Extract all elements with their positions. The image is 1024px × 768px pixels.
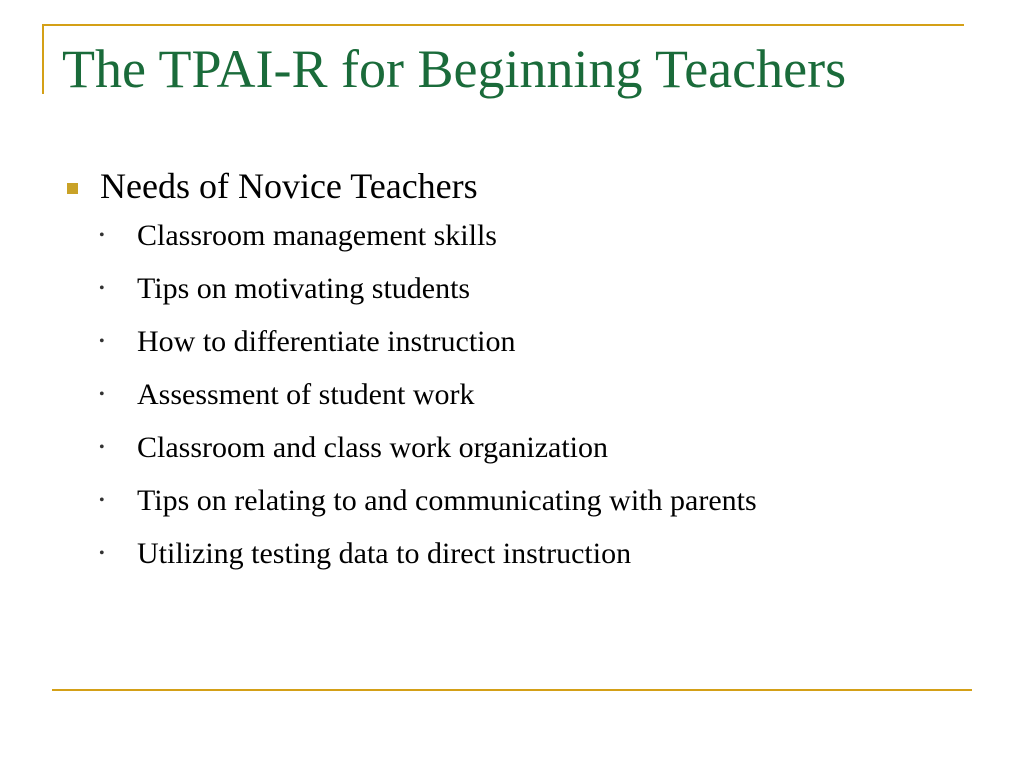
list-item: [62, 534, 982, 587]
slide-title: The TPAI-R for Beginning Teachers: [62, 39, 847, 99]
list-item-label: Classroom and class work organization: [137, 431, 609, 464]
needs-list: [62, 216, 982, 587]
list-item-label: Classroom management skills: [137, 219, 497, 252]
list-item: [62, 428, 982, 481]
list-item: [62, 216, 982, 269]
top-accent-rule: [42, 24, 964, 26]
bullet-heading-label: Needs of Novice Teachers: [100, 166, 478, 206]
dot-bullet-icon: •: [99, 227, 105, 244]
dot-bullet-icon: •: [99, 333, 105, 350]
list-item: [62, 375, 982, 428]
left-accent-rule: [42, 24, 44, 94]
list-item-label: Tips on motivating students: [137, 272, 471, 305]
bullet-heading: [62, 164, 982, 208]
list-item-label: Assessment of student work: [137, 378, 475, 411]
list-item: [62, 269, 982, 322]
list-item: [62, 481, 982, 534]
list-item-label: Tips on relating to and communicating with parents: [137, 484, 757, 517]
list-item: [62, 322, 982, 375]
bottom-accent-rule: [52, 689, 972, 691]
dot-bullet-icon: •: [99, 492, 105, 509]
dot-bullet-icon: •: [99, 386, 105, 403]
dot-bullet-icon: •: [99, 545, 105, 562]
slide-content: [62, 164, 982, 587]
square-bullet-icon: [67, 183, 78, 194]
dot-bullet-icon: •: [99, 439, 105, 456]
list-item-label: Utilizing testing data to direct instruction: [137, 537, 632, 570]
dot-bullet-icon: •: [99, 280, 105, 297]
list-item-label: How to differentiate instruction: [137, 325, 516, 358]
